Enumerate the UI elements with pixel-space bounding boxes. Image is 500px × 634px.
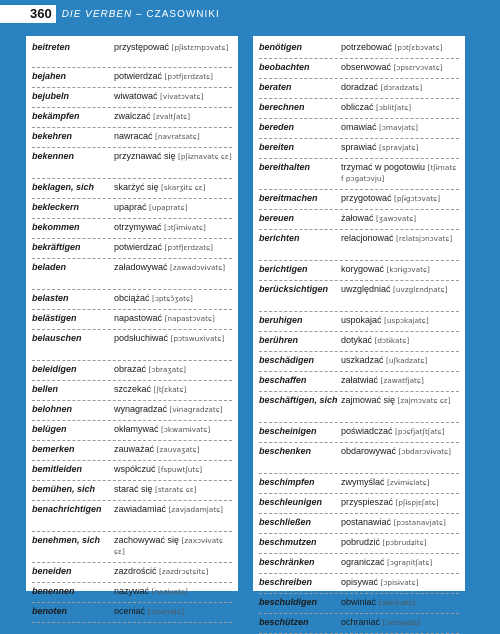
german-verb: beschmutzen (259, 537, 317, 547)
polish-translation (114, 221, 232, 237)
german-verb: bereiten (259, 142, 295, 152)
polish-translation (114, 241, 232, 257)
phonetic-transcription: [ pɔɕfjatʃtʃatɕ ] (395, 427, 444, 436)
polish-word: upaprać (114, 202, 147, 212)
polish-translation (341, 445, 459, 472)
polish-word: przyspieszać (341, 497, 394, 507)
german-verb: benötigen (259, 42, 302, 52)
vocab-entry (259, 312, 459, 332)
polish-translation (341, 496, 459, 512)
polish-word: współczuć (114, 464, 156, 474)
polish-translation (114, 332, 232, 359)
polish-word: omawiać (341, 122, 377, 132)
phonetic-transcription: [ zvɨmɨɕlatɕ ] (387, 478, 429, 487)
polish-word: obwiniać (341, 597, 377, 607)
german-verb: beschaffen (259, 375, 307, 385)
german-verb: beschreiben (259, 577, 313, 587)
german-verb: benachrichtigen (32, 504, 102, 514)
polish-word: otrzymywać (114, 222, 162, 232)
vocab-entry (259, 332, 459, 352)
phonetic-transcription: [ pɔbrudʑitɕ ] (383, 538, 427, 547)
polish-translation (114, 292, 232, 308)
polish-word: obliczać (341, 102, 374, 112)
polish-translation (341, 283, 459, 310)
german-verb: bekräftigen (32, 242, 81, 252)
polish-translation (114, 443, 232, 459)
polish-word: postanawiać (341, 517, 392, 527)
polish-translation (114, 90, 232, 106)
german-verb: berichten (259, 233, 300, 243)
vocab-entry (32, 239, 232, 259)
phonetic-transcription: [ ʃtʃɛkatɕ ] (154, 385, 187, 394)
vocab-entry (259, 230, 459, 261)
polish-translation (114, 383, 232, 399)
phonetic-transcription: [ ɔgraɲitʃatɕ ] (387, 558, 432, 567)
polish-translation (114, 585, 232, 601)
phonetic-transcription: [ ɔpisɨvatɕ ] (381, 578, 419, 587)
polish-translation (341, 314, 459, 330)
polish-word: obserwować (341, 62, 392, 72)
polish-word: przygotować (341, 193, 392, 203)
german-verb: benehmen, sich (32, 535, 101, 545)
vocab-entry (259, 554, 459, 574)
polish-word: zauważać (114, 444, 155, 454)
polish-translation (114, 110, 232, 126)
phonetic-transcription: [ zazdrɔɕtɕitɕ ] (159, 567, 208, 576)
vocab-entry (259, 210, 459, 230)
phonetic-transcription: [ ɔxraɲatɕ ] (383, 618, 421, 627)
vocab-entry (32, 481, 232, 501)
vocab-entry (32, 108, 232, 128)
vocab-entry (32, 441, 232, 461)
polish-translation (114, 41, 232, 66)
german-verb: bereden (259, 122, 295, 132)
polish-word: zwalczać (114, 111, 151, 121)
phonetic-transcription: [ uʃkadzatɕ ] (386, 356, 427, 365)
phonetic-transcription: [ ɔbdarɔvɨvatɕ ] (399, 447, 451, 456)
phonetic-transcription: [ zavjadamjatɕ ] (169, 505, 223, 514)
german-verb: berichtigen (259, 264, 308, 274)
vocab-entry (259, 99, 459, 119)
vocab-entry (32, 290, 232, 310)
phonetic-transcription: [ ʒawɔvatɕ ] (376, 214, 416, 223)
phonetic-transcription: [ ɔtʃɨmɨvatɕ ] (164, 223, 206, 232)
vocab-entry (32, 381, 232, 401)
page-number: 360 (0, 5, 56, 23)
german-verb: beschuldigen (259, 597, 318, 607)
vocab-entry (259, 159, 459, 190)
polish-translation (114, 503, 232, 530)
phonetic-transcription: [ pʃɨstɛmpɔvatɕ ] (172, 43, 229, 52)
polish-word: skarżyć się (114, 182, 159, 192)
phonetic-transcription: [ zawatfjatɕ ] (381, 376, 424, 385)
phonetic-transcription: [ napastɔvatɕ ] (165, 314, 215, 323)
german-verb: bereitmachen (259, 193, 318, 203)
vocab-entry (259, 443, 459, 474)
polish-word: zazdrościć (114, 566, 157, 576)
vocab-entry (259, 594, 459, 614)
german-verb: bejahen (32, 71, 67, 81)
polish-translation (114, 201, 232, 217)
vocab-entry (259, 39, 459, 59)
phonetic-transcription: [ spravjatɕ ] (379, 143, 418, 152)
phonetic-transcription: [ kɔrɨgɔvatɕ ] (387, 265, 430, 274)
polish-word: uspokajać (341, 315, 382, 325)
phonetic-transcription: [ ɔtsɛɲatɕ ] (148, 607, 184, 616)
german-verb: beruhigen (259, 315, 303, 325)
polish-translation (114, 150, 232, 177)
polish-translation (114, 463, 232, 479)
vocab-entry (259, 614, 459, 634)
polish-word: ograniczać (341, 557, 385, 567)
polish-word: zajmować się (341, 395, 396, 405)
phonetic-transcription: [ dɔtɨkatɕ ] (375, 336, 410, 345)
vocab-entry (32, 68, 232, 88)
phonetic-transcription: [ nazɨvatɕ ] (152, 587, 188, 596)
vocab-entry (32, 128, 232, 148)
polish-word: okłamywać (114, 424, 159, 434)
vocab-entry (259, 261, 459, 281)
polish-word: przyznawać się (114, 151, 176, 161)
phonetic-transcription: [ ɔbraʒatɕ ] (149, 365, 186, 374)
phonetic-transcription: [ ɔblitʃatɕ ] (376, 103, 411, 112)
polish-word: sprawiać (341, 142, 377, 152)
polish-word: uwzględniać (341, 284, 391, 294)
vocab-entry (32, 310, 232, 330)
phonetic-transcription: [ fspuwtʃutɕ ] (158, 465, 202, 474)
german-verb: beschimpfen (259, 477, 315, 487)
german-verb: beschenken (259, 446, 312, 456)
polish-translation (341, 476, 459, 492)
polish-translation (114, 565, 232, 581)
german-verb: beklagen, sich (32, 182, 95, 192)
polish-translation (341, 596, 459, 612)
vocab-entry (259, 494, 459, 514)
german-verb: beleidigen (32, 364, 77, 374)
vocab-entry (259, 534, 459, 554)
polish-translation (114, 312, 232, 328)
vocab-entry (32, 401, 232, 421)
phonetic-transcription: [ ɔkwamɨvatɕ ] (161, 425, 210, 434)
german-verb: beraten (259, 82, 292, 92)
polish-translation (341, 263, 459, 279)
german-verb: bekehren (32, 131, 73, 141)
vocab-entry (32, 148, 232, 179)
polish-translation (114, 181, 232, 197)
polish-translation (341, 576, 459, 592)
phonetic-transcription: [ zajmɔvatɕ ɕɛ ] (398, 396, 451, 405)
polish-word: żałować (341, 213, 374, 223)
phonetic-transcription: [ pɔtfjɛrdzatɕ ] (165, 72, 213, 81)
polish-word: wynagradzać (114, 404, 168, 414)
polish-word: oceniać (114, 606, 146, 616)
german-verb: bekommen (32, 222, 80, 232)
phonetic-transcription: [ zvaltʃatɕ ] (153, 112, 190, 121)
polish-word: zachowywać się (114, 535, 180, 545)
polish-translation (341, 212, 459, 228)
section-title (62, 9, 220, 20)
vocab-entry (32, 39, 232, 68)
german-verb: beschleunigen (259, 497, 323, 507)
vocab-entry (259, 372, 459, 392)
vocab-entry (259, 119, 459, 139)
section-title-polish: CZASOWNIKI (146, 8, 220, 20)
german-verb: bekämpfen (32, 111, 80, 121)
polish-translation (341, 334, 459, 350)
polish-word: starać się (114, 484, 153, 494)
polish-translation (341, 61, 459, 77)
vocab-entry (259, 281, 459, 312)
vocab-entry (259, 352, 459, 372)
vocab-entry (32, 330, 232, 361)
polish-translation (341, 354, 459, 370)
polish-word: relacjonować (341, 233, 394, 243)
polish-translation (341, 141, 459, 157)
polish-translation (114, 483, 232, 499)
polish-word: zawiadamiać (114, 504, 167, 514)
section-title-german: DIE VERBEN (61, 8, 133, 20)
left-vocabulary-column (26, 36, 238, 616)
vocab-entry (259, 574, 459, 594)
phonetic-transcription: [ navratsatɕ ] (155, 132, 200, 141)
phonetic-transcription: [ pɔstanavjatɕ ] (394, 518, 446, 527)
phonetic-transcription: [ zauvaʒatɕ ] (157, 445, 200, 454)
phonetic-transcription: [ pʃɨznavatɕ ɕɛ ] (178, 152, 232, 161)
phonetic-transcription: [ zawadɔvɨvatɕ ] (170, 263, 225, 272)
phonetic-transcription: [ zaxɔvɨvatɕ ɕɛ ] (114, 536, 223, 556)
polish-word: szczekać (114, 384, 152, 394)
vocab-entry (259, 59, 459, 79)
polish-translation (341, 232, 459, 259)
polish-translation (341, 192, 459, 208)
phonetic-transcription: [ ɔptɕɔ̃ʒatɕ ] (152, 294, 193, 303)
polish-word: obdarowywać (341, 446, 397, 456)
polish-word: pobrudzić (341, 537, 381, 547)
german-verb: bemerken (32, 444, 75, 454)
section-title-separator: – (132, 8, 147, 20)
german-verb: beneiden (32, 566, 72, 576)
polish-word: podsłuchiwać (114, 333, 169, 343)
polish-translation (341, 121, 459, 137)
polish-word: obciążać (114, 293, 150, 303)
page-header (0, 0, 500, 26)
vocab-entry (32, 179, 232, 199)
german-verb: beobachten (259, 62, 310, 72)
vocab-entry (259, 474, 459, 494)
german-verb: belauschen (32, 333, 82, 343)
polish-translation (341, 536, 459, 552)
phonetic-transcription: [ staratɕ ɕɛ ] (155, 485, 196, 494)
polish-word: nawracać (114, 131, 153, 141)
german-verb: beschließen (259, 517, 312, 527)
phonetic-transcription: [ uvzglɛndɲatɕ ] (393, 285, 447, 294)
polish-translation (341, 81, 459, 97)
vocab-entry (259, 190, 459, 210)
polish-word: załatwiać (341, 375, 379, 385)
german-verb: belohnen (32, 404, 72, 414)
polish-translation (341, 556, 459, 572)
polish-word: uszkadzać (341, 355, 384, 365)
german-verb: beschäftigen, sich (259, 395, 338, 405)
polish-translation (341, 394, 459, 421)
right-vocabulary-column (253, 36, 465, 627)
phonetic-transcription: [ ɔbviɲatɕ ] (379, 598, 416, 607)
polish-translation (341, 374, 459, 390)
polish-word: potwierdzać (114, 71, 163, 81)
vocab-entry (32, 219, 232, 239)
german-verb: bereuen (259, 213, 295, 223)
polish-word: doradzać (341, 82, 379, 92)
german-verb: bellen (32, 384, 59, 394)
phonetic-transcription: [ rɛlatsjɔnɔvatɕ ] (396, 234, 452, 243)
vocab-entry (32, 563, 232, 583)
vocab-entry (259, 392, 459, 423)
polish-translation (341, 161, 459, 188)
phonetic-transcription: [ pʃɨspjɛʃatɕ ] (396, 498, 439, 507)
polish-word: potrzebować (341, 42, 393, 52)
vocab-entry (32, 501, 232, 532)
vocab-entry (32, 461, 232, 481)
polish-word: poświadczać (341, 426, 393, 436)
german-verb: bescheinigen (259, 426, 317, 436)
polish-word: korygować (341, 264, 385, 274)
phonetic-transcription: [ pʃɨgɔtɔvatɕ ] (394, 194, 440, 203)
polish-translation (114, 534, 232, 561)
german-verb: benoten (32, 606, 67, 616)
polish-translation (341, 616, 459, 632)
polish-translation (341, 101, 459, 117)
polish-word: wiwatować (114, 91, 158, 101)
german-verb: beschädigen (259, 355, 315, 365)
phonetic-transcription: [ vɨnagradzatɕ ] (170, 405, 223, 414)
vocab-entry (259, 514, 459, 534)
german-verb: bemitleiden (32, 464, 83, 474)
german-verb: berühren (259, 335, 299, 345)
german-verb: bekleckern (32, 202, 80, 212)
vocab-entry (32, 361, 232, 381)
phonetic-transcription: [ skarʒɨtɕ ɕɛ ] (161, 183, 205, 192)
phonetic-transcription: [ pɔtfjɛrdzatɕ ] (165, 243, 213, 252)
phonetic-transcription: [ dɔradzatɕ ] (381, 83, 423, 92)
german-verb: bejubeln (32, 91, 70, 101)
vocab-entry (259, 423, 459, 443)
german-verb: beschränken (259, 557, 315, 567)
polish-translation (114, 70, 232, 86)
polish-word: napastować (114, 313, 163, 323)
german-verb: berücksichtigen (259, 284, 329, 294)
polish-word: trzymać w pogotowiu (341, 162, 426, 172)
polish-word: przystępować (114, 42, 170, 52)
polish-translation (341, 425, 459, 441)
polish-word: ochraniać (341, 617, 381, 627)
german-verb: beschützen (259, 617, 309, 627)
vocab-entry (32, 88, 232, 108)
german-verb: bekennen (32, 151, 75, 161)
polish-word: zwymyślać (341, 477, 385, 487)
vocab-entry (32, 259, 232, 290)
polish-translation (114, 261, 232, 288)
phonetic-transcription: [ ɔmavjatɕ ] (379, 123, 418, 132)
vocab-entry (32, 583, 232, 603)
vocab-entry (32, 421, 232, 441)
polish-word: dotykać (341, 335, 373, 345)
german-verb: beladen (32, 262, 67, 272)
german-verb: belasten (32, 293, 69, 303)
german-verb: beitreten (32, 42, 71, 52)
polish-word: potwierdzać (114, 242, 163, 252)
german-verb: benennen (32, 586, 75, 596)
polish-translation (114, 605, 232, 621)
polish-word: opisywać (341, 577, 379, 587)
german-verb: bereithalten (259, 162, 311, 172)
vocab-entry (32, 603, 232, 623)
polish-word: nazywać (114, 586, 150, 596)
phonetic-transcription: [ upapratɕ ] (149, 203, 187, 212)
phonetic-transcription: [ vivatɔvatɕ ] (160, 92, 203, 101)
polish-translation (341, 516, 459, 532)
german-verb: bemühen, sich (32, 484, 96, 494)
german-verb: belästigen (32, 313, 77, 323)
german-verb: berechnen (259, 102, 305, 112)
german-verb: belügen (32, 424, 67, 434)
vocab-entry (32, 199, 232, 219)
vocab-entry (259, 139, 459, 159)
polish-translation (341, 41, 459, 57)
polish-translation (114, 363, 232, 379)
polish-translation (114, 130, 232, 146)
vocab-entry (32, 532, 232, 563)
polish-translation (114, 423, 232, 439)
polish-word: obrażać (114, 364, 147, 374)
phonetic-transcription: [ pɔtswuxivatɕ ] (171, 334, 225, 343)
polish-word: załadowywać (114, 262, 168, 272)
phonetic-transcription: [ uspɔkajatɕ ] (384, 316, 429, 325)
polish-translation (114, 403, 232, 419)
phonetic-transcription: [ tʃɨmatɕ f pɔgatɔvju ] (341, 163, 456, 183)
phonetic-transcription: [ ɔpsɛrvɔvatɕ ] (394, 63, 443, 72)
vocab-entry (259, 79, 459, 99)
phonetic-transcription: [ pɔtʃɛbɔvatɕ ] (395, 43, 443, 52)
